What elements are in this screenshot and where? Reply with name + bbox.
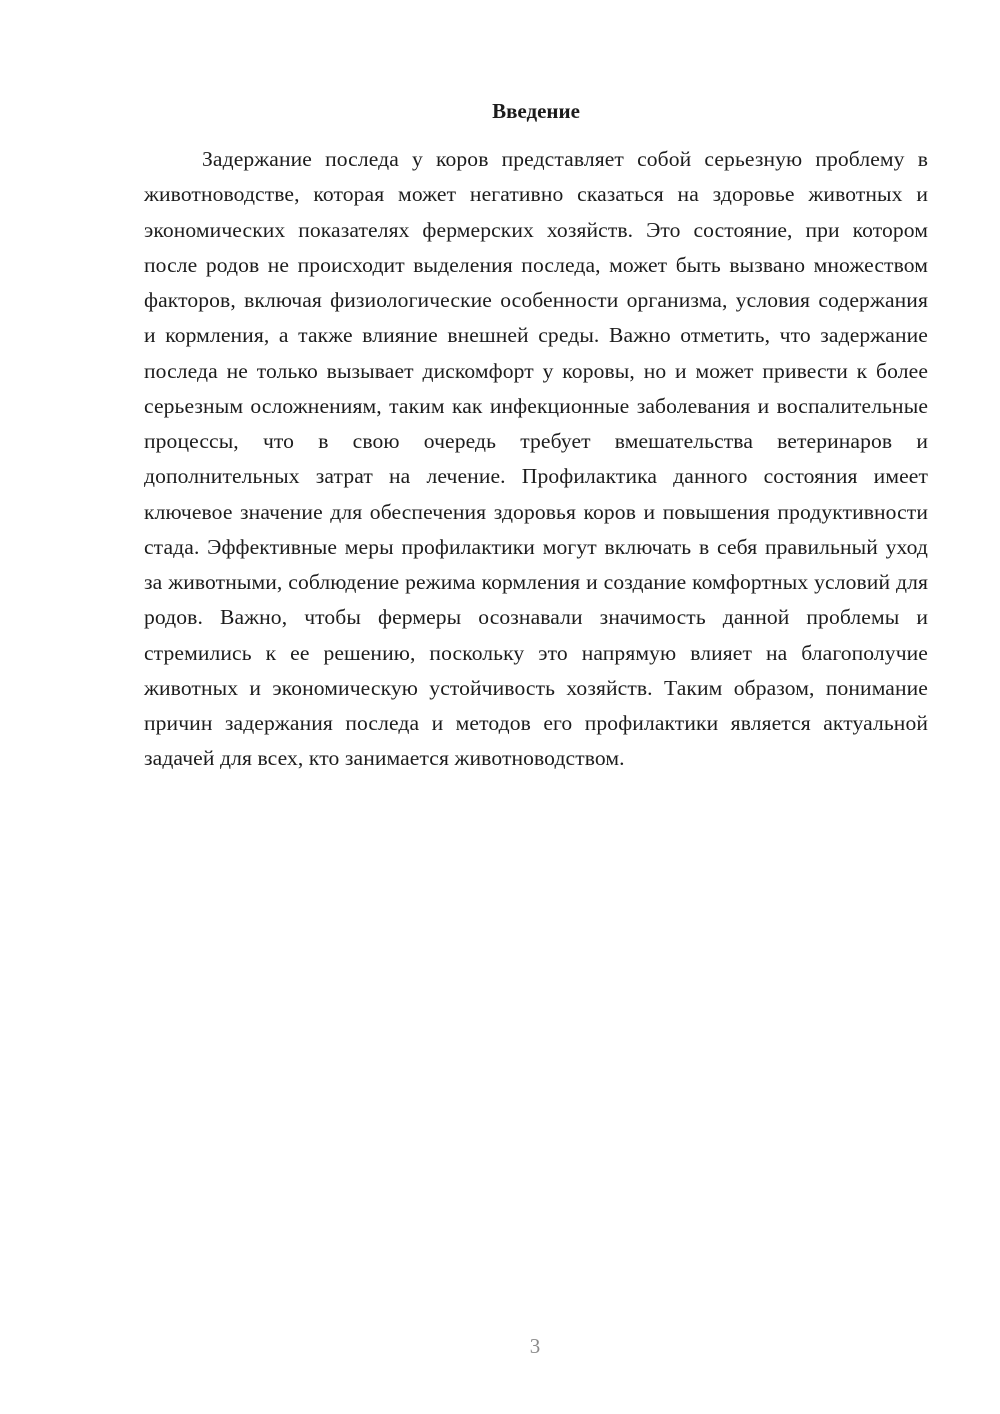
page-number: 3 — [529, 1334, 541, 1358]
section-heading: Введение — [492, 99, 580, 123]
body-paragraph: Задержание последа у коров представляет собой серьезную проблему в животноводстве, которая может негативно сказаться на здоровье животных и экономических показателях фермерских хозяйств. Это состояние, при котором после родов не происходит выделения последа, может быть вызвано множеством факторов, включая физиологические особенности организма, условия содержания и кормления, а также влияние внешней среды. Важно отметить, что задержание последа не только вызывает дискомфорт у коровы, но и может привести к более серьезным осложнениям, таким как инфекционные заболевания и воспалительные процессы, что в свою очередь требует вмешательства ветеринаров и дополнительных затрат на лечение. Профилактика данного состояния имеет ключевое значение для обеспечения здоровья коров и повышения продуктивности стада. Эффективные меры профилактики могут включать в себя правильный уход за животными, соблюдение режима кормления и создание комфортных условий для родов. Важно, чтобы фермеры осознавали значимость данной проблемы и стремились к ее решению, поскольку это напрямую влияет на благополучие животных и экономическую устойчивость хозяйств. Таким образом, понимание причин задержания последа и методов его профилактики является актуальной задачей для всех, кто занимается животноводством. — [144, 147, 928, 771]
